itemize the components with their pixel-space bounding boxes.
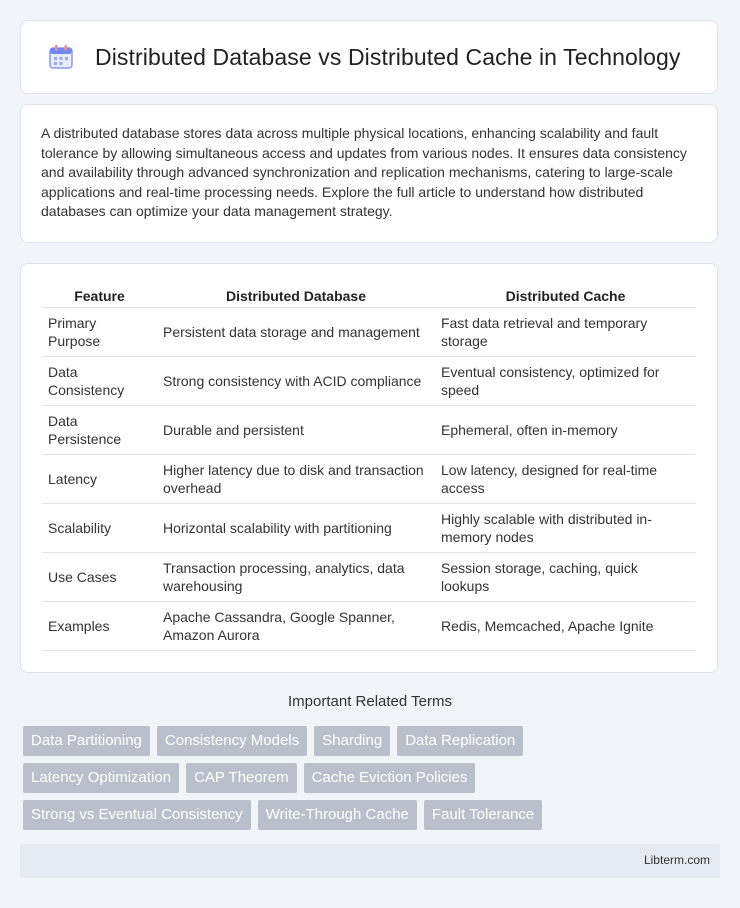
- tag-fault-tolerance[interactable]: Fault Tolerance: [424, 800, 542, 830]
- tag-sharding[interactable]: Sharding: [314, 726, 390, 756]
- table-header-row: [42, 284, 696, 308]
- cell-cache: Highly scalable with distributed in-memory nodes: [435, 504, 696, 553]
- cell-feature: Data Consistency: [42, 357, 157, 406]
- footer: [20, 844, 720, 878]
- tag-latency-optimization[interactable]: Latency Optimization: [23, 763, 179, 793]
- tag-write-through-cache[interactable]: Write-Through Cache: [258, 800, 417, 830]
- cell-database: Transaction processing, analytics, data warehousing: [157, 553, 435, 602]
- cell-cache: Ephemeral, often in-memory: [435, 406, 696, 455]
- tag-cap-theorem[interactable]: CAP Theorem: [186, 763, 297, 793]
- footer-site-link[interactable]: Libterm.com: [643, 853, 710, 867]
- tag-row: [23, 800, 723, 830]
- cell-cache: Low latency, designed for real-time access: [435, 455, 696, 504]
- cell-feature: Use Cases: [42, 553, 157, 602]
- tag-consistency-models[interactable]: Consistency Models: [157, 726, 307, 756]
- tag-row: [23, 726, 723, 756]
- table-row: [42, 504, 696, 553]
- cell-database: Higher latency due to disk and transaction overhead: [157, 455, 435, 504]
- cell-database: Apache Cassandra, Google Spanner, Amazon Aurora: [157, 602, 435, 651]
- cell-feature: Latency: [42, 455, 157, 504]
- table-row: [42, 406, 696, 455]
- cell-database: Horizontal scalability with partitioning: [157, 504, 435, 553]
- table-row: [42, 357, 696, 406]
- cell-feature: Scalability: [42, 504, 157, 553]
- comparison-card: [20, 263, 718, 673]
- cell-database: Persistent data storage and management: [157, 308, 435, 357]
- header-distributed-cache: Distributed Cache: [435, 284, 696, 308]
- cell-cache: Redis, Memcached, Apache Ignite: [435, 602, 696, 651]
- cell-cache: Fast data retrieval and temporary storage: [435, 308, 696, 357]
- comparison-table: [42, 284, 696, 651]
- table-row: [42, 308, 696, 357]
- tag-data-partitioning[interactable]: Data Partitioning: [23, 726, 150, 756]
- table-row: [42, 602, 696, 651]
- tag-strong-vs-eventual-consistency[interactable]: Strong vs Eventual Consistency: [23, 800, 251, 830]
- cell-cache: Eventual consistency, optimized for speed: [435, 357, 696, 406]
- cell-feature: Primary Purpose: [42, 308, 157, 357]
- calendar-icon: [47, 43, 75, 71]
- intro-text: A distributed database stores data across multiple physical locations, enhancing scalability and fault tolerance by allowing simultaneous access and updates from various nodes. It ensures data consistency and availability through advanced synchronization and replication mechanisms, catering to large-scale applications and real-time processing needs. Explore the full article to understand how distributed databases can optimize your data management strategy.: [41, 125, 687, 220]
- tag-row: [23, 763, 723, 793]
- tag-cache-eviction-policies[interactable]: Cache Eviction Policies: [304, 763, 476, 793]
- cell-database: Durable and persistent: [157, 406, 435, 455]
- related-terms-title: Important Related Terms: [288, 693, 452, 710]
- cell-feature: Examples: [42, 602, 157, 651]
- page-title: Distributed Database vs Distributed Cache in Technology: [95, 43, 681, 70]
- related-terms: [23, 726, 723, 837]
- table-row: [42, 553, 696, 602]
- cell-database: Strong consistency with ACID compliance: [157, 357, 435, 406]
- title-card: [20, 20, 718, 94]
- cell-cache: Session storage, caching, quick lookups: [435, 553, 696, 602]
- table-row: [42, 455, 696, 504]
- header-distributed-database: Distributed Database: [157, 284, 435, 308]
- tag-data-replication[interactable]: Data Replication: [397, 726, 523, 756]
- header-feature: Feature: [42, 284, 157, 308]
- intro-card: [20, 104, 718, 243]
- cell-feature: Data Persistence: [42, 406, 157, 455]
